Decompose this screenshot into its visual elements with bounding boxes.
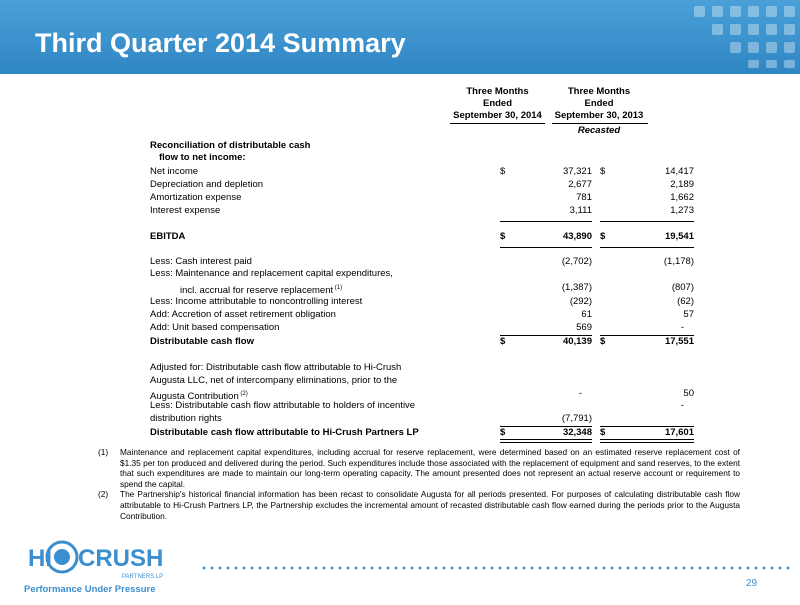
column-header-line: September 30, 2014 xyxy=(453,110,542,121)
footnote-number: (2) xyxy=(98,489,109,500)
hi-crush-logo xyxy=(22,535,182,600)
column-header-line: September 30, 2013 xyxy=(554,110,644,121)
total-underline xyxy=(500,426,592,427)
footnote-text: Maintenance and replacement capital expenditures, including accrual for reserve replacement, were determined based on an estimated reserve replacement cost of $1.35 per ton produced and delivered during the period. Such expenditures include those associated with the replacement of equipment and sand reserves, to the extent that such expenditures are made to maintain our long-term operating capacity. The amount presented does not represent an actual reserve account or requirement to spend the capital. xyxy=(120,447,740,489)
logo-graphic xyxy=(22,535,182,600)
table-row xyxy=(150,362,650,374)
table-row xyxy=(150,282,694,297)
logo-text-crush: CRUSH xyxy=(78,545,164,572)
column-header-line: Three Months xyxy=(466,86,529,97)
row-label: Add: Accretion of asset retirement obligation xyxy=(150,309,336,320)
table-row xyxy=(150,413,650,425)
total-underline xyxy=(500,439,592,440)
currency-symbol: $ xyxy=(600,336,606,347)
footnote-ref: (2) xyxy=(238,391,248,397)
table-row xyxy=(150,256,694,268)
amount: - xyxy=(680,400,684,411)
amount: 43,890 xyxy=(562,231,592,242)
table-row xyxy=(150,166,694,178)
amount: 3,111 xyxy=(569,205,592,216)
row-label: Adjusted for: Distributable cash flow attributable to Hi-Crush xyxy=(150,362,402,373)
section-title-line: Reconciliation of distributable cash xyxy=(150,140,311,151)
amount: 19,541 xyxy=(664,231,694,242)
table-row xyxy=(150,427,694,439)
decorative-dots xyxy=(690,0,800,74)
amount: (7,791) xyxy=(561,413,592,424)
amount: - xyxy=(680,322,684,333)
footnote-text: The Partnership's historical financial information has been recast to consolidate Augusta for all periods presented. For purposes of calculating distributable cash flow attributable to Hi-Crush Partners LP, the Partnership excludes the incremental amount of recasted distributable cash flow earned during the periods prior to the Augusta Contribution. xyxy=(120,489,740,521)
logo-text-hi: HI xyxy=(28,545,52,572)
total-underline xyxy=(500,221,592,222)
row-label: Augusta Contribution $^{(2)}$ xyxy=(150,391,248,403)
amount: 61 xyxy=(581,309,592,320)
amount: 2,189 xyxy=(670,179,694,190)
table-row xyxy=(150,388,694,403)
amount: 37,321 xyxy=(562,166,592,177)
amount: 17,551 xyxy=(664,336,694,347)
currency-symbol: $ xyxy=(500,231,506,242)
total-underline xyxy=(600,426,694,427)
footnote-ref: (1) xyxy=(333,285,343,291)
currency-symbol: $ xyxy=(500,427,506,438)
amount: (807) xyxy=(671,282,694,293)
logo-tagline: Performance Under Pressure xyxy=(24,584,156,595)
table-row xyxy=(150,296,694,308)
amount: 14,417 xyxy=(664,166,694,177)
row-label: Augusta LLC, net of intercompany eliminations, prior to the xyxy=(150,375,398,386)
row-label: Less: Maintenance and replacement capital expenditures, xyxy=(150,268,393,279)
total-underline xyxy=(600,221,694,222)
column-header-line: Ended xyxy=(482,98,513,109)
table-row xyxy=(150,179,694,191)
footnote xyxy=(98,489,740,521)
total-underline xyxy=(500,335,592,336)
currency-symbol: $ xyxy=(600,427,606,438)
currency-symbol: $ xyxy=(500,166,506,177)
slide-header xyxy=(0,0,800,74)
row-label: Less: Income attributable to noncontrolling interest xyxy=(150,296,363,307)
section-title xyxy=(150,152,650,164)
total-underline xyxy=(500,442,592,443)
amount: 17,601 xyxy=(664,427,694,438)
column-header-2013 xyxy=(550,86,648,122)
header-underline xyxy=(552,123,648,124)
currency-symbol: $ xyxy=(600,231,606,242)
amount: 40,139 xyxy=(562,336,592,347)
row-label: EBITDA xyxy=(150,231,186,242)
amount: 1,273 xyxy=(670,205,694,216)
row-label: Less: Cash interest paid xyxy=(150,256,252,267)
slide-title: Third Quarter 2014 Summary xyxy=(35,28,406,58)
footnotes xyxy=(98,447,740,521)
amount: 2,677 xyxy=(568,179,592,190)
amount: (292) xyxy=(569,296,592,307)
row-label: Interest expense xyxy=(150,205,221,216)
amount: 50 xyxy=(683,388,694,399)
table-row xyxy=(150,268,650,280)
amount: - xyxy=(578,388,582,399)
page-number: 29 xyxy=(746,578,758,589)
table-row xyxy=(150,400,684,412)
total-underline xyxy=(600,247,694,248)
total-underline xyxy=(500,247,592,248)
row-label: incl. accrual for reserve replacement $^{(1)}$ xyxy=(180,285,343,297)
table-row xyxy=(150,192,694,204)
column-header-2014 xyxy=(450,86,545,122)
table-row xyxy=(150,309,694,321)
table-row xyxy=(150,336,694,348)
logo-sub: PARTNERS LP xyxy=(122,574,164,580)
row-label: Distributable cash flow attributable to Hi-Crush Partners LP xyxy=(150,427,419,438)
total-underline xyxy=(600,439,694,440)
currency-symbol: $ xyxy=(600,166,606,177)
column-header-line: Three Months xyxy=(567,86,631,97)
amount: 1,662 xyxy=(670,192,694,203)
total-underline xyxy=(600,335,694,336)
amount: 781 xyxy=(576,192,592,203)
table-row xyxy=(150,231,694,243)
amount: (1,387) xyxy=(561,282,592,293)
table-row xyxy=(150,375,650,387)
row-label: Add: Unit based compensation xyxy=(150,322,280,333)
header-underline xyxy=(450,123,545,124)
column-header-line: Ended xyxy=(584,98,614,109)
section-title-line: flow to net income: xyxy=(159,152,246,163)
table-row xyxy=(150,205,694,217)
row-label: Less: Distributable cash flow attributable to holders of incentive xyxy=(150,400,416,411)
amount: (2,702) xyxy=(561,256,592,267)
footnote xyxy=(98,447,740,489)
amount: (1,178) xyxy=(663,256,694,267)
amount: (62) xyxy=(677,296,694,307)
row-label: Depreciation and depletion xyxy=(150,179,264,190)
row-label: distribution rights xyxy=(150,413,222,424)
table-row xyxy=(150,322,684,334)
currency-symbol: $ xyxy=(500,336,506,347)
recasted-note: Recasted xyxy=(577,125,621,136)
amount: 569 xyxy=(576,322,592,333)
row-label: Amortization expense xyxy=(150,192,242,203)
footer-dotted-line xyxy=(200,566,790,570)
footnote-number: (1) xyxy=(98,447,109,457)
amount: 57 xyxy=(683,309,694,320)
section-title xyxy=(150,140,650,152)
amount: 32,348 xyxy=(562,427,592,438)
row-label: Distributable cash flow xyxy=(150,336,254,347)
total-underline xyxy=(600,442,694,443)
row-label: Net income xyxy=(150,166,199,177)
